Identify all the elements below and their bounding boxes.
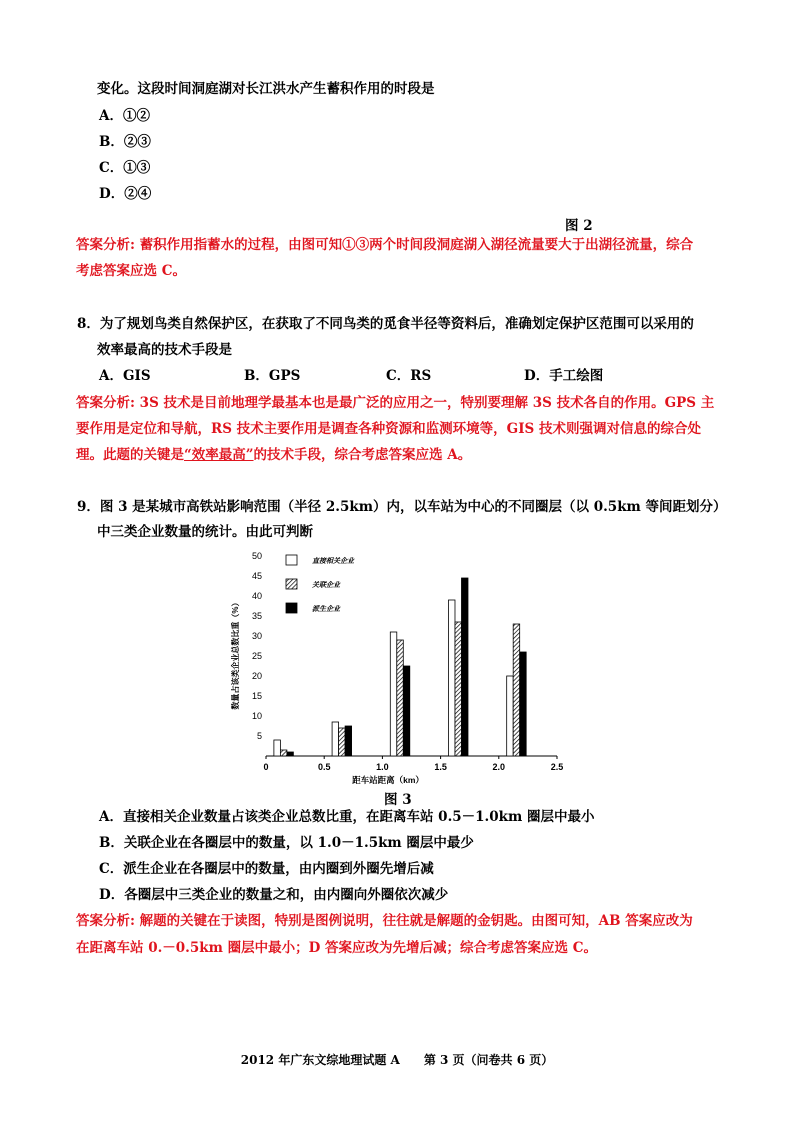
bar-2-2 <box>403 666 410 756</box>
x-tick-2.0: 2.0 <box>492 762 506 772</box>
x-axis-label: 距车站距离（km） <box>352 775 424 785</box>
legend-label-1: 关联企业 <box>312 582 340 589</box>
q8-analysis-3a: 理。此题的关键是 <box>76 447 184 463</box>
legend-swatch-0 <box>286 555 297 565</box>
y-tick-40: 40 <box>251 591 262 601</box>
q8-analysis-emphasis: “效率最高” <box>184 447 254 463</box>
y-tick-20: 20 <box>251 671 262 681</box>
legend-swatch-2 <box>286 603 297 613</box>
q8-option-d: D．手工绘图 <box>524 368 604 384</box>
bar-1-0 <box>280 750 287 756</box>
q9-analysis-line-2: 在距离车站 0.－0.5km 圈层中最小；D 答案应改为先增后减；综合考虑答案应选 C。 <box>76 940 597 956</box>
y-tick-25: 25 <box>251 651 262 661</box>
legend-swatch-1 <box>286 579 297 589</box>
q7-analysis-line-2: 考虑答案应选 C。 <box>76 263 186 279</box>
q9-stem-line-2: 中三类企业数量的统计。由此可判断 <box>97 524 313 540</box>
q9-stem-line-1: 9．图 3 是某城市高铁站影响范围（半径 2.5km）内，以车站为中心的不同圈层（以 0.5km 等间距划分） <box>77 499 727 515</box>
q9-analysis-line-1: 答案分析: 解题的关键在于读图，特别是图例说明，往往就是解题的金钥匙。由图可知，AB 答案应改为 <box>76 913 693 929</box>
bar-1-1 <box>339 728 346 756</box>
q8-analysis-3b: 的技术手段，综合考虑答案应选 A。 <box>253 447 472 463</box>
bar-1-4 <box>513 624 520 756</box>
bar-2-0 <box>287 752 294 756</box>
q8-option-a: A．GIS <box>99 368 151 384</box>
y-tick-15: 15 <box>251 691 262 701</box>
q8-option-c: C．RS <box>386 368 432 384</box>
q9-option-d: D．各圈层中三类企业的数量之和，由内圈向外圈依次减少 <box>99 887 449 903</box>
bar-1-2 <box>397 640 404 756</box>
q8-analysis-line-2: 要作用是定位和导航，RS 技术主要作用是调查各种资源和监测环境等，GIS 技术则强调对信息的综合处 <box>76 421 701 437</box>
q9-option-c: C．派生企业在各圈层中的数量，由内圈到外圈先增后减 <box>99 861 434 877</box>
y-tick-30: 30 <box>251 631 262 641</box>
y-axis-label: 数量占该类企业总数比重（%） <box>231 598 240 710</box>
y-tick-45: 45 <box>251 571 262 581</box>
chart-legend <box>286 555 355 613</box>
figure-2-label: 图 2 <box>565 218 593 234</box>
q9-option-a: A．直接相关企业数量占该类企业总数比重，在距离车站 0.5－1.0km 圈层中最小 <box>99 809 595 825</box>
chart-bars <box>274 578 526 756</box>
y-tick-50: 50 <box>251 551 262 561</box>
x-tick-0.5: 0.5 <box>317 762 331 772</box>
q9-option-b: B．关联企业在各圈层中的数量，以 1.0－1.5km 圈层中最少 <box>99 835 474 851</box>
y-tick-35: 35 <box>251 611 262 621</box>
q7-option-c: C．①③ <box>99 160 151 176</box>
figure-3-bar-chart <box>228 546 568 786</box>
bar-2-1 <box>345 726 352 756</box>
x-tick-1.0: 1.0 <box>376 762 389 772</box>
q8-analysis-line-1: 答案分析: 3S 技术是目前地理学最基本也是最广泛的应用之一，特别要理解 3S 技术各自的作用。GPS 主 <box>76 395 715 411</box>
y-tick-5: 5 <box>256 731 262 741</box>
y-tick-10: 10 <box>251 711 262 721</box>
bar-2-4 <box>520 652 527 756</box>
q8-analysis-line-3 <box>76 446 471 464</box>
q7-option-a: A．①② <box>99 108 150 124</box>
q8-stem-line-1: 8．为了规划鸟类自然保护区，在获取了不同鸟类的觅食半径等资料后，准确划定保护区范围可以采用的 <box>77 316 694 332</box>
x-tick-0: 0 <box>263 762 269 772</box>
x-tick-1.5: 1.5 <box>434 762 447 772</box>
legend-label-2: 派生企业 <box>312 606 340 613</box>
x-tick-2.5: 2.5 <box>550 762 564 772</box>
figure-3-label: 图 3 <box>384 792 412 808</box>
q7-option-d: D．②④ <box>99 186 152 202</box>
q7-stem: 变化。这段时间洞庭湖对长江洪水产生蓄积作用的时段是 <box>97 81 435 97</box>
q8-option-b: B．GPS <box>244 368 301 384</box>
q8-stem-line-2: 效率最高的技术手段是 <box>97 342 232 358</box>
bar-0-2 <box>390 632 397 756</box>
q7-analysis-line-1: 答案分析: 蓄积作用指蓄水的过程，由图可知①③两个时间段洞庭湖入湖径流量要大于出湖径流量，综合 <box>76 237 694 253</box>
x-tick-labels <box>263 756 563 772</box>
bar-0-1 <box>332 722 339 756</box>
y-tick-labels <box>252 551 262 741</box>
bar-1-3 <box>455 622 462 756</box>
page-footer: 2012 年广东文综地理试题 A 第 3 页（问卷共 6 页） <box>240 1053 554 1067</box>
bar-0-3 <box>448 600 455 756</box>
q7-option-b: B．②③ <box>99 134 151 150</box>
bar-2-3 <box>461 578 468 756</box>
legend-label-0: 直接相关企业 <box>312 558 354 565</box>
bar-0-0 <box>274 740 281 756</box>
bar-0-4 <box>507 676 514 756</box>
